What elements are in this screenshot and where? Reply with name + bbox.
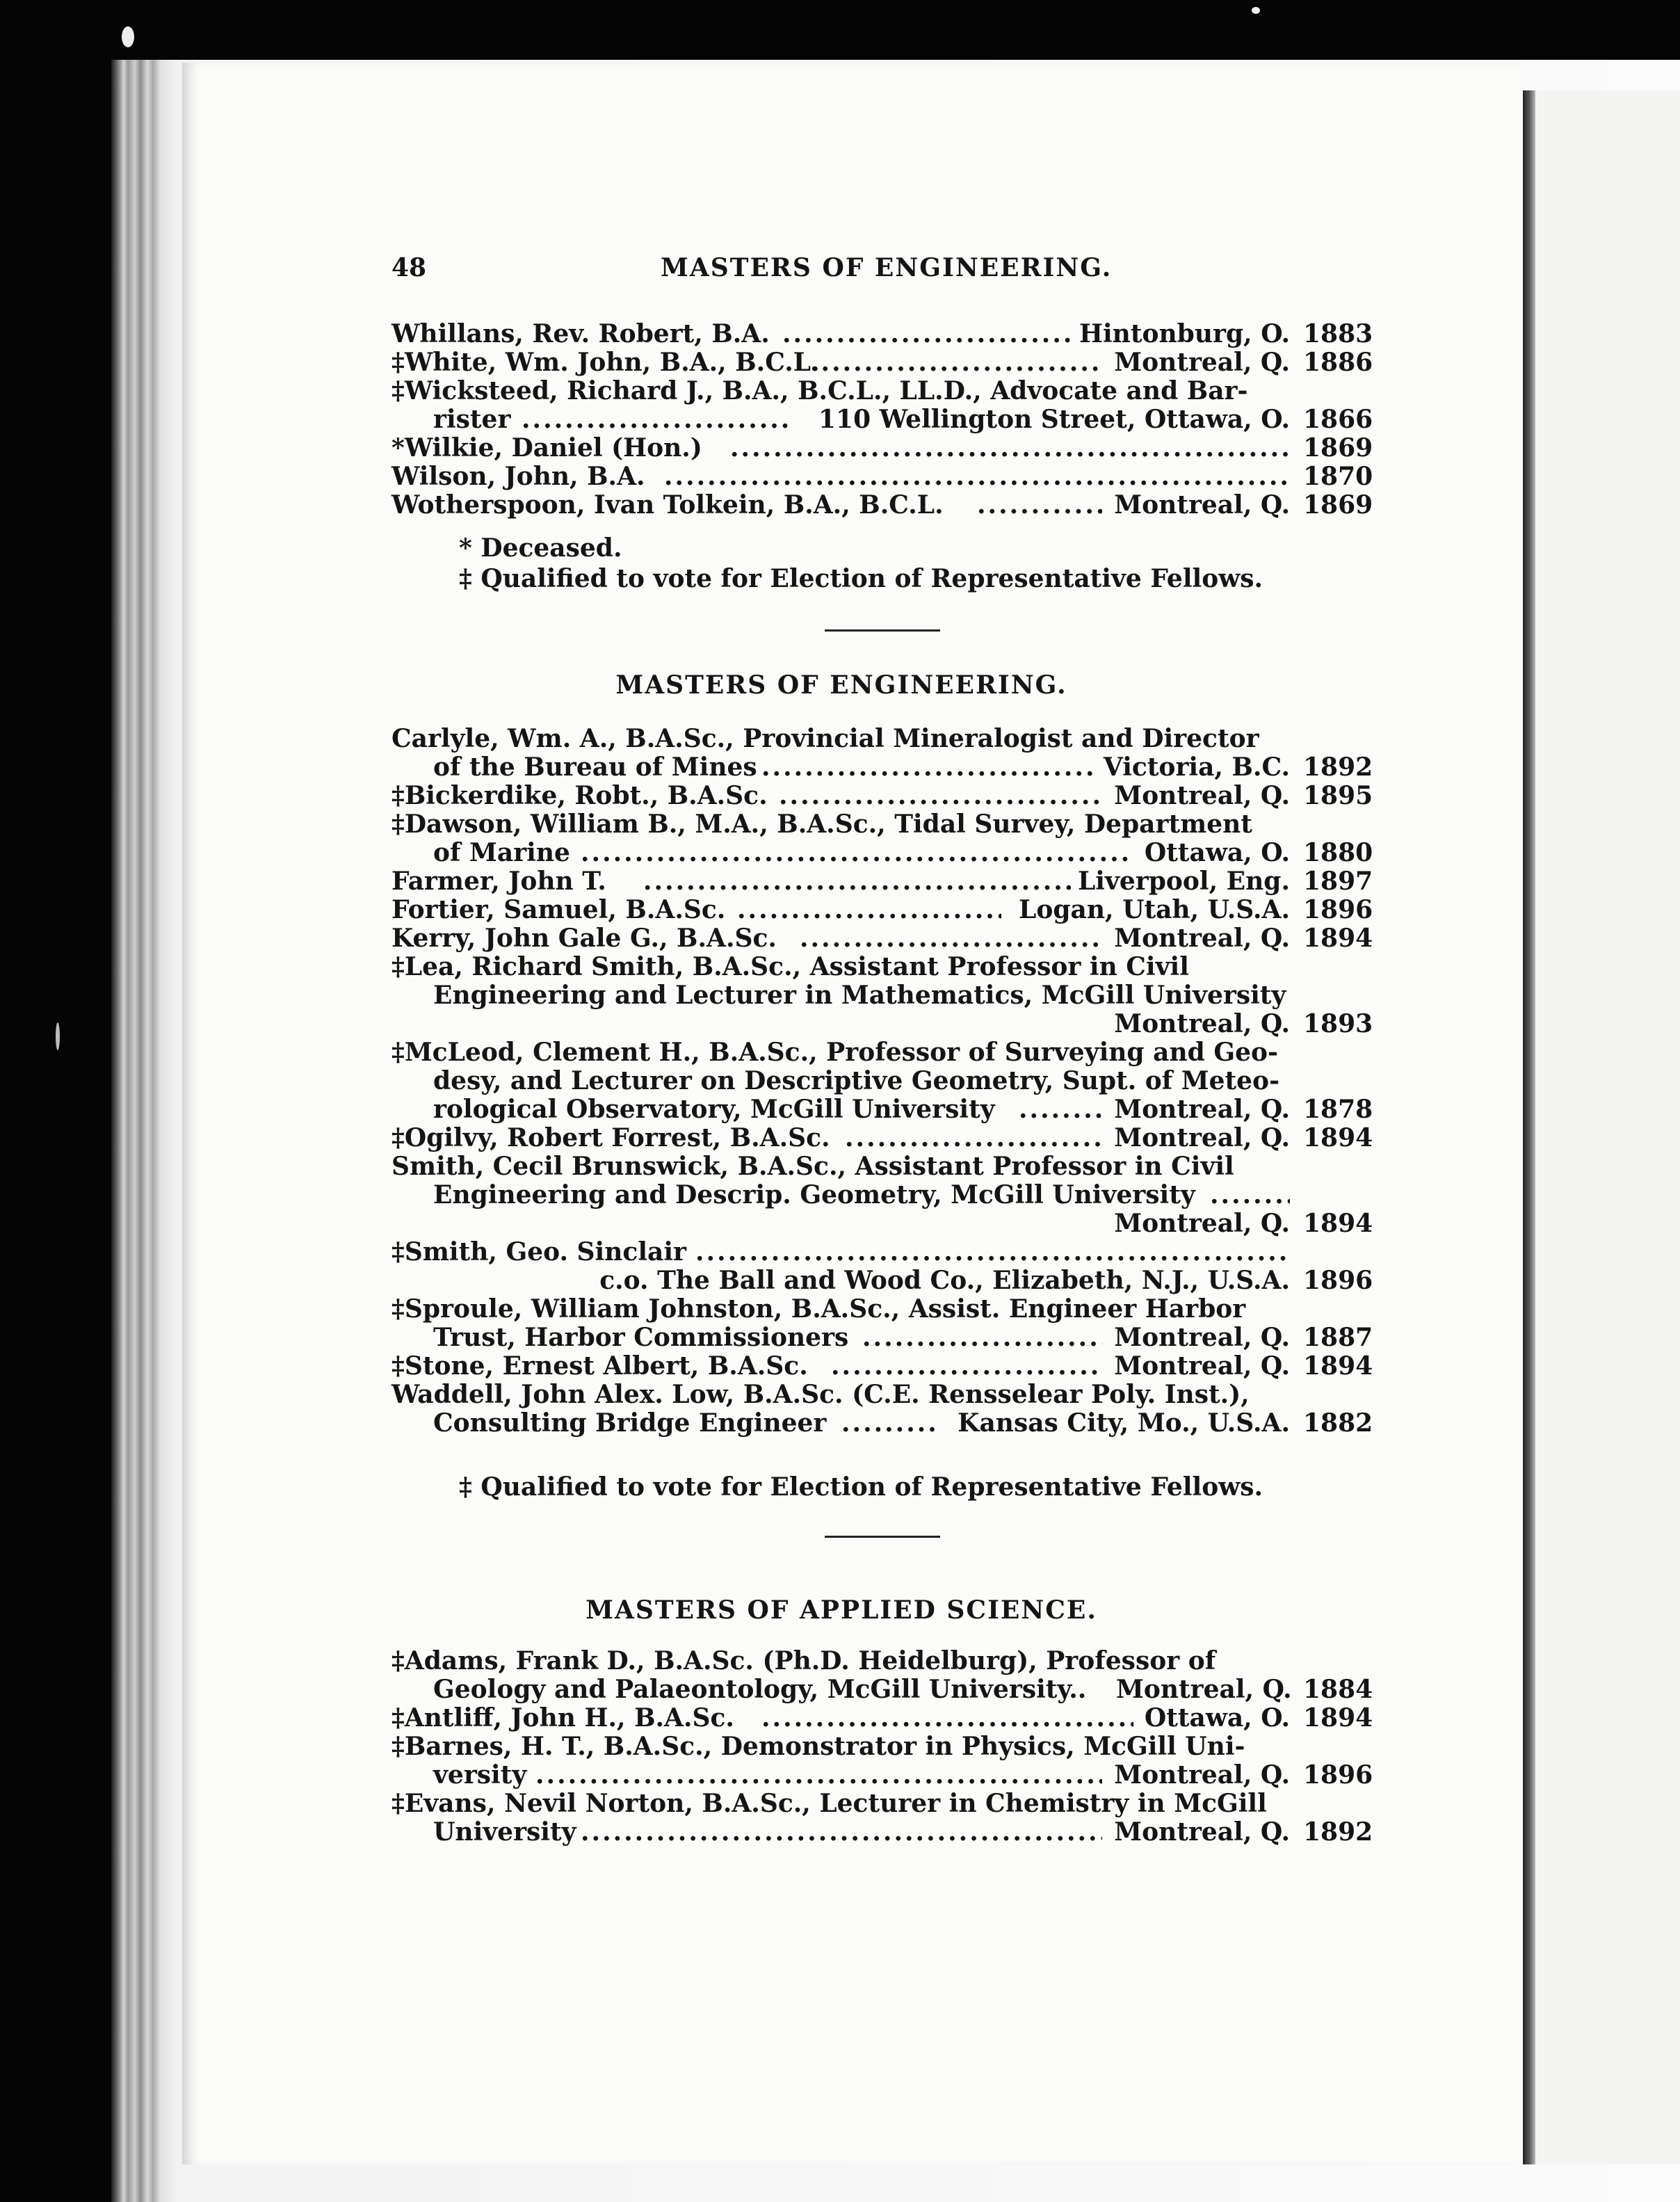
list-item: Wilson, John, B.A. ..... 1870: [0, 463, 1680, 490]
list-item-continuation: rister ..... 110 Wellington Street, Ottawa, O. 1866: [0, 405, 1680, 433]
list-item: ‡Sproule, William Johnston, B.A.Sc., Assist. Engineer Harbor: [391, 1294, 1246, 1324]
list-item-continuation: Trust, Harbor Commissioners ..... Montreal, Q. 1887: [0, 1324, 1680, 1351]
scan-speck: [1252, 7, 1260, 14]
list-item: ‡Smith, Geo. Sinclair .....: [0, 1238, 1680, 1266]
qualified-note: ‡ Qualified to vote for Election of Representative Fellows.: [459, 1472, 1263, 1502]
deceased-note: * Deceased.: [459, 533, 622, 563]
list-item: ‡Stone, Ernest Albert, B.A.Sc. ..... Montreal, Q. 1894: [0, 1352, 1680, 1380]
list-item: Smith, Cecil Brunswick, B.A.Sc., Assistant Professor in Civil: [391, 1152, 1234, 1181]
list-item: ‡Bickerdike, Robt., B.A.Sc. ..... Montreal, Q. 1895: [0, 782, 1680, 810]
list-item-continuation: c.o. The Ball and Wood Co., Elizabeth, N.J., U.S.A. 1896: [599, 1266, 1373, 1295]
page-number: 48: [391, 253, 427, 282]
list-item-continuation: versity ..... Montreal, Q. 1896: [0, 1761, 1680, 1789]
list-item: ‡White, Wm. John, B.A., B.C.L. ..... Montreal, Q. 1886: [0, 348, 1680, 376]
qualified-note: ‡ Qualified to vote for Election of Representative Fellows.: [459, 564, 1263, 593]
page-header: [0, 254, 1680, 282]
list-item: ‡Barnes, H. T., B.A.Sc., Demonstrator in Physics, McGill Uni-: [391, 1732, 1245, 1761]
section-divider: [825, 1536, 940, 1538]
list-item-continuation: Montreal, Q. 1894: [1114, 1209, 1373, 1238]
list-item-continuation: of Marine ..... Ottawa, O. 1880: [0, 839, 1680, 867]
list-item-continuation: Engineering and Lecturer in Mathematics, McGill University: [433, 981, 1286, 1010]
list-item-continuation: Geology and Palaeontology, McGill University.. Montreal, Q. 1884: [433, 1675, 1373, 1704]
list-item-continuation: Consulting Bridge Engineer ..... Kansas City, Mo., U.S.A. 1882: [0, 1409, 1680, 1437]
running-title: MASTERS OF ENGINEERING.: [661, 253, 1113, 282]
list-item: ‡Antliff, John H., B.A.Sc. ..... Ottawa, O. 1894: [0, 1704, 1680, 1732]
list-item-continuation: Engineering and Descrip. Geometry, McGill University .....: [0, 1181, 1680, 1209]
list-item: ‡Evans, Nevil Norton, B.A.Sc., Lecturer in Chemistry in McGill: [391, 1789, 1267, 1818]
list-item: ‡Ogilvy, Robert Forrest, B.A.Sc. ..... Montreal, Q. 1894: [0, 1124, 1680, 1152]
list-item-continuation: of the Bureau of Mines ..... Victoria, B.C. 1892: [0, 753, 1680, 781]
list-item: ‡Wicksteed, Richard J., B.A., B.C.L., LL.D., Advocate and Bar-: [391, 376, 1248, 405]
section-divider: [825, 629, 940, 632]
list-item-continuation: rological Observatory, McGill University ..... Montreal, Q. 1878: [0, 1095, 1680, 1123]
list-item: Carlyle, Wm. A., B.A.Sc., Provincial Mineralogist and Director: [391, 724, 1259, 753]
list-item: ‡Adams, Frank D., B.A.Sc. (Ph.D. Heidelburg), Professor of: [391, 1646, 1216, 1675]
section-title: MASTERS OF APPLIED SCIENCE.: [585, 1596, 1097, 1625]
list-item: Kerry, John Gale G., B.A.Sc. ..... Montreal, Q. 1894: [0, 924, 1680, 952]
list-item-continuation: Montreal, Q. 1893: [1114, 1009, 1373, 1038]
list-item: Waddell, John Alex. Low, B.A.Sc. (C.E. Rensselear Poly. Inst.),: [391, 1380, 1250, 1409]
list-item: *Wilkie, Daniel (Hon.) ..... 1869: [0, 434, 1680, 462]
list-item: Wotherspoon, Ivan Tolkein, B.A., B.C.L. ..... Montreal, Q. 1869: [0, 491, 1680, 519]
list-item: Whillans, Rev. Robert, B.A. ..... Hintonburg, O. 1883: [0, 320, 1680, 348]
list-item: ‡McLeod, Clement H., B.A.Sc., Professor of Surveying and Geo-: [391, 1038, 1278, 1067]
list-item: Farmer, John T. ..... Liverpool, Eng. 1897: [0, 867, 1680, 895]
section-title: MASTERS OF ENGINEERING.: [615, 670, 1067, 700]
list-item: ‡Lea, Richard Smith, B.A.Sc., Assistant Professor in Civil: [391, 952, 1189, 981]
scan-speck: [122, 26, 134, 47]
scan-speck: [56, 1022, 60, 1050]
list-item-continuation: University ..... Montreal, Q. 1892: [0, 1818, 1680, 1846]
list-item: Fortier, Samuel, B.A.Sc. ..... Logan, Utah, U.S.A. 1896: [0, 896, 1680, 924]
list-item-continuation: desy, and Lecturer on Descriptive Geometry, Supt. of Meteo-: [433, 1066, 1280, 1095]
list-item: ‡Dawson, William B., M.A., B.A.Sc., Tidal Survey, Department: [391, 810, 1252, 839]
